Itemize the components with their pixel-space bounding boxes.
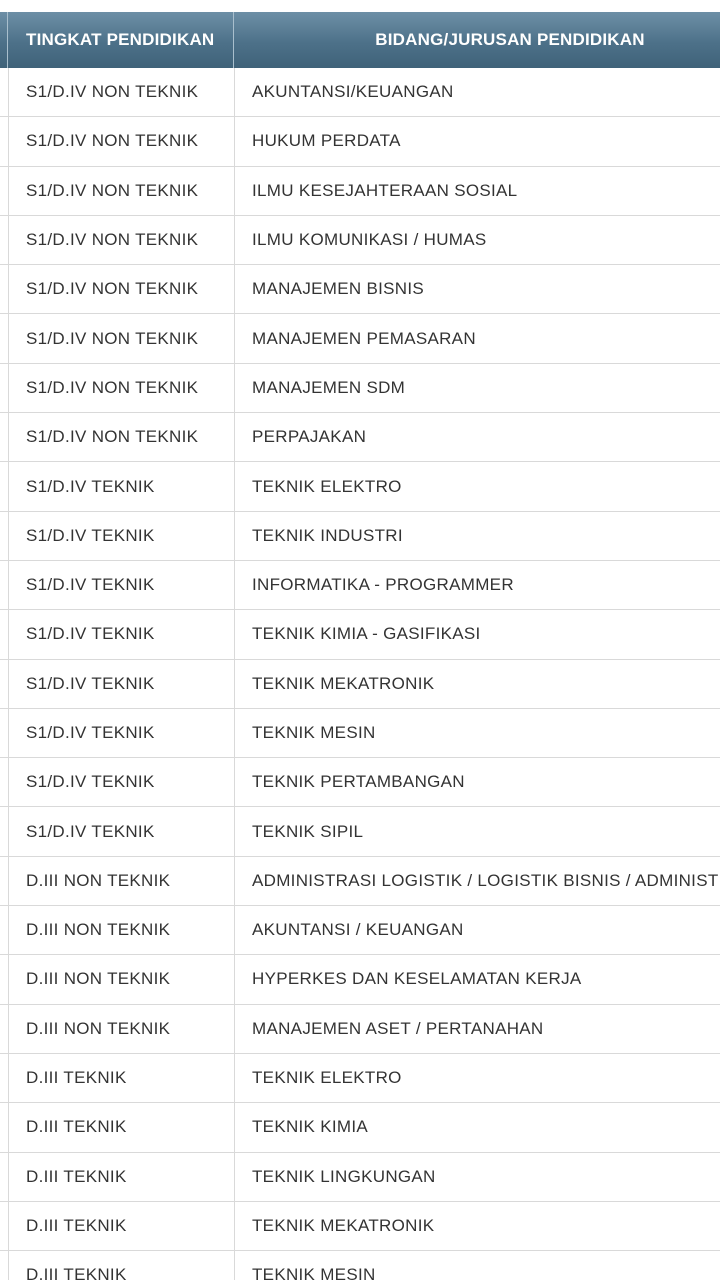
education-level-cell: D.III TEKNIK [26, 1117, 127, 1137]
education-level-cell: S1/D.IV TEKNIK [26, 575, 155, 595]
education-field-cell: MANAJEMEN BISNIS [252, 279, 424, 299]
table-row[interactable] [0, 364, 720, 413]
education-level-cell: D.III NON TEKNIK [26, 969, 171, 989]
education-field-cell: AKUNTANSI / KEUANGAN [252, 920, 464, 940]
education-field-cell: MANAJEMEN SDM [252, 377, 406, 397]
education-field-cell: HYPERKES DAN KESELAMATAN KERJA [252, 969, 582, 989]
table-row[interactable] [0, 709, 720, 758]
table-row[interactable] [0, 1202, 720, 1251]
table-row[interactable] [0, 1054, 720, 1103]
education-level-cell: D.III NON TEKNIK [26, 1018, 171, 1038]
table-row[interactable] [0, 462, 720, 511]
education-level-cell: S1/D.IV NON TEKNIK [26, 131, 199, 151]
education-field-cell: TEKNIK KIMIA [252, 1117, 369, 1137]
education-level-cell: S1/D.IV NON TEKNIK [26, 328, 199, 348]
table-row[interactable] [0, 807, 720, 856]
education-field-cell: TEKNIK MESIN [252, 723, 376, 742]
education-level-cell: D.III TEKNIK [26, 1215, 127, 1235]
education-field-cell: ADMINISTRASI LOGISTIK / LOGISTIK BISNIS / ADMINIST [252, 870, 719, 890]
education-field-cell: AKUNTANSI/KEUANGAN [252, 82, 454, 102]
table-row[interactable] [0, 512, 720, 561]
education-level-cell: S1/D.IV TEKNIK [26, 673, 155, 693]
education-field-cell: TEKNIK ELEKTRO [252, 1068, 402, 1088]
education-level-cell: S1/D.IV NON TEKNIK [26, 230, 199, 250]
education-level-cell: S1/D.IV NON TEKNIK [26, 82, 199, 102]
education-field-cell: ILMU KOMUNIKASI / HUMAS [252, 230, 487, 250]
education-field-cell: TEKNIK LINGKUNGAN [252, 1166, 436, 1186]
education-level-cell: D.III NON TEKNIK [26, 920, 171, 940]
header-education-level[interactable]: TINGKAT PENDIDIKAN [9, 12, 234, 68]
education-level-cell: S1/D.IV NON TEKNIK [26, 377, 199, 397]
education-field-cell: TEKNIK SIPIL [252, 821, 364, 841]
table-row[interactable] [0, 68, 720, 117]
education-level-cell: D.III TEKNIK [26, 1265, 127, 1280]
education-level-cell: S1/D.IV TEKNIK [26, 476, 155, 496]
table-row[interactable] [0, 314, 720, 363]
table-row[interactable] [0, 610, 720, 659]
education-level-cell: S1/D.IV NON TEKNIK [26, 180, 199, 200]
education-field-cell: TEKNIK MEKATRONIK [252, 673, 435, 693]
table-row[interactable] [0, 660, 720, 709]
education-field-cell: PERPAJAKAN [252, 427, 367, 447]
table-row[interactable] [0, 955, 720, 1004]
education-level-cell: S1/D.IV TEKNIK [26, 772, 155, 792]
table-row[interactable] [0, 1005, 720, 1054]
education-field-cell: TEKNIK ELEKTRO [252, 476, 402, 496]
education-field-cell: TEKNIK MEKATRONIK [252, 1215, 435, 1235]
education-field-cell: TEKNIK INDUSTRI [252, 525, 403, 545]
table-row[interactable] [0, 265, 720, 314]
education-level-cell: S1/D.IV TEKNIK [26, 821, 155, 841]
education-field-cell: TEKNIK PERTAMBANGAN [252, 772, 465, 792]
education-level-cell: D.III TEKNIK [26, 1166, 127, 1186]
table-body [0, 68, 720, 1280]
table-row[interactable] [0, 117, 720, 166]
table-row[interactable] [0, 561, 720, 610]
education-level-cell: S1/D.IV TEKNIK [26, 525, 155, 545]
education-field-cell: ILMU KESEJAHTERAAN SOSIAL [252, 180, 518, 200]
table-row[interactable] [0, 167, 720, 216]
table-row[interactable] [0, 1153, 720, 1202]
table-row[interactable] [0, 857, 720, 906]
education-field-cell: TEKNIK MESIN [252, 1265, 376, 1280]
table-row[interactable] [0, 1251, 720, 1280]
education-field-cell: MANAJEMEN PEMASARAN [252, 328, 476, 348]
education-level-cell: S1/D.IV NON TEKNIK [26, 279, 199, 299]
table-row[interactable] [0, 1103, 720, 1152]
header-left-edge [0, 12, 8, 68]
education-level-cell: S1/D.IV TEKNIK [26, 723, 155, 742]
header-education-field[interactable]: BIDANG/JURUSAN PENDIDIKAN [375, 30, 645, 49]
table-row[interactable] [0, 758, 720, 807]
education-field-cell: MANAJEMEN ASET / PERTANAHAN [252, 1018, 544, 1038]
education-field-cell: TEKNIK KIMIA - GASIFIKASI [252, 624, 481, 644]
table-row[interactable] [0, 413, 720, 462]
education-field-cell: HUKUM PERDATA [252, 131, 401, 151]
education-level-cell: D.III NON TEKNIK [26, 870, 171, 890]
education-field-cell: INFORMATIKA - PROGRAMMER [252, 575, 514, 595]
education-level-cell: S1/D.IV NON TEKNIK [26, 427, 199, 447]
table-header [0, 12, 720, 68]
table-row[interactable] [0, 906, 720, 955]
education-level-cell: D.III TEKNIK [26, 1068, 127, 1088]
table-row[interactable] [0, 216, 720, 265]
education-level-cell: S1/D.IV TEKNIK [26, 624, 155, 644]
